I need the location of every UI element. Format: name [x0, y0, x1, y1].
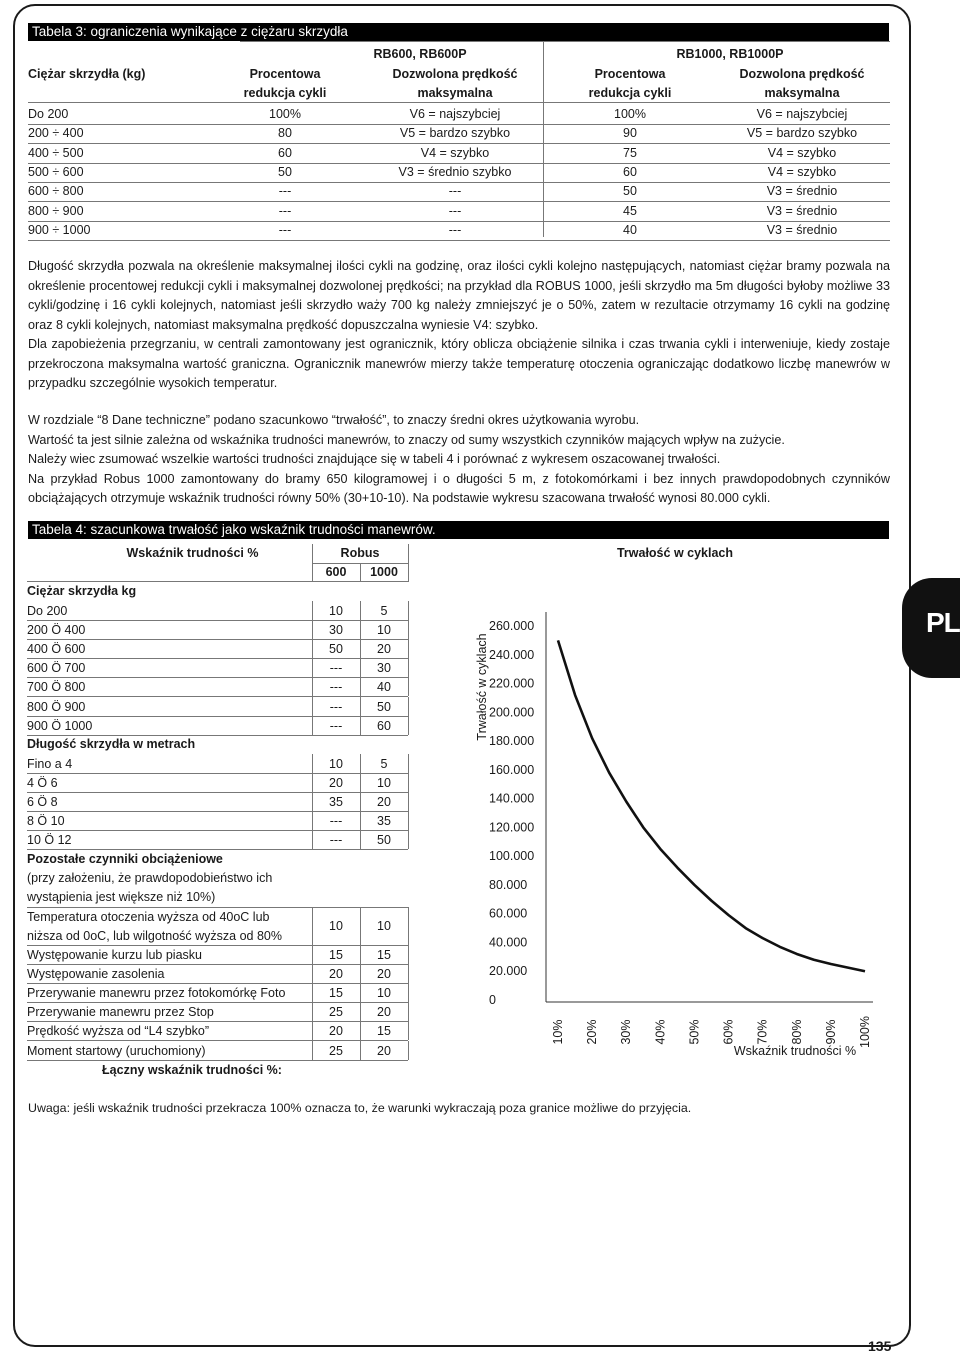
chart-axes [546, 612, 873, 1002]
table3-cell: V3 = średnio [766, 203, 838, 218]
chart-x-tick-label: 80% [789, 1019, 804, 1045]
table3-cell: Do 200 [28, 107, 69, 121]
chart-y-tick-label: 220.000 [489, 676, 535, 691]
table4-weight-cell: 800 Ö 900 [27, 699, 86, 714]
text1-paragraph-1: Długość skrzydła pozwala na określenie maksymalnej ilości cykli na godzinę, oraz ilości cykli kolejno następujących, natomiast ciężar bramy pozwala na określenie procentowej redukcji cykli i maksymalnej dozwolonej prędkości; na przykład dla ROBUS 1000, jeśli skrzydło ma 5m długości byłoby możliwe 33 cykli/godzinę i 16 cykli kolejnych, natomiast jeśli skrzydło waży 700 kg należy zmniejszyć je o 50%, zatem w rezultacie otrzymamy 16 cykli na godzinę oraz 8 cykli kolejnych, natomiast maksymalna prędkość dopuszczalna wyniesie V4: szybko. [28, 259, 890, 332]
table4-other-cell: Występowanie zasolenia [27, 967, 165, 982]
table4-other-cell: Prędkość wyższa od “L4 szybko” [27, 1024, 210, 1039]
table3-col-red-2b: redukcja cykli [588, 86, 672, 100]
text2-paragraph-1: W rozdziale “8 Dane techniczne” podano szacunkowo “trwałość”, to znaczy średni okres użytkowania wyrobu. [28, 413, 640, 427]
table4-head-index: Wskaźnik trudności % [126, 546, 259, 560]
chart-x-tick-label: 30% [619, 1019, 634, 1045]
chart-y-tick-label: 200.000 [489, 705, 535, 720]
table3-cell: 500 ÷ 600 [28, 164, 84, 179]
table4-other-cell: 25 [329, 1043, 343, 1058]
chart-y-tick-label: 120.000 [489, 820, 535, 835]
table4-length-cell: 10 [329, 757, 343, 771]
table3-cell: 100% [614, 107, 646, 121]
table4-total-label: Łączny wskaźnik trudności %: [102, 1063, 282, 1077]
table4-weight-cell: 700 Ö 800 [27, 680, 86, 695]
table4-weight-cell: 400 Ö 600 [27, 642, 86, 657]
table3-row-divider [28, 201, 890, 202]
table4-section-other: Pozostałe czynniki obciążeniowe [27, 852, 223, 866]
language-tab-label: PL [926, 607, 960, 638]
table3-cell: 60 [278, 145, 292, 160]
table3-cell: V4 = szybko [767, 164, 837, 179]
chart-x-tick-label: 20% [585, 1019, 600, 1045]
table3-col-speed-1b: maksymalna [417, 86, 493, 100]
table4-weight-cell: 50 [329, 642, 343, 657]
table4-length-cell: 20 [377, 795, 391, 810]
chart-x-tick-label: 100% [858, 1016, 872, 1048]
chart-x-tick-label: 50% [687, 1019, 702, 1045]
table3-cell: 45 [623, 203, 637, 218]
chart-y-tick-label: 140.000 [489, 791, 535, 806]
table3-cell: V4 = szybko [767, 145, 837, 160]
text1-paragraph-2: Dla zapobieżenia przegrzaniu, w centrali zamontowany jest ogranicznik, który oblicza obciążenie silnika i czas trwania cykli i interweniuje, kiedy zostaje przekroczona maksymalna wartość graniczna. Ogranicznik manewrów mierzy także temperaturę otoczenia ograniczając dodatkowo liczbę manewrów w przypadku szczególnie wysokich temperatur. [28, 337, 890, 390]
chart-y-ticks [489, 619, 534, 1007]
table3-cell: V5 = bardzo szybko [399, 126, 511, 141]
table3-cell: 50 [623, 184, 637, 199]
footnote: Uwaga: jeśli wskaźnik trudności przekracza 100% oznacza to, że warunki wykraczają poza granice możliwe do przyjęcia. [28, 1101, 692, 1115]
table4-weight-cell: Do 200 [27, 604, 68, 618]
table3-cell: 50 [278, 164, 292, 179]
table4-weight-cell: 10 [329, 604, 343, 618]
chart-series [558, 640, 865, 971]
table4-other-cell: Występowanie kurzu lub piasku [27, 948, 202, 962]
table4-length-cell: 5 [380, 757, 388, 771]
page-number: 135 [868, 1338, 892, 1354]
chart-title: Trwałość w cyklach [616, 546, 734, 560]
table4-other-cell: 15 [329, 948, 343, 962]
table3-row-divider [28, 124, 890, 125]
table4-length-cell: 10 Ö 12 [27, 833, 72, 848]
table3-row-divider [28, 221, 890, 222]
table3-cell: 60 [623, 164, 637, 179]
chart-x-tick-label: 40% [653, 1019, 668, 1045]
table4-other-cell: 15 [329, 986, 343, 1001]
table4-length-cell: --- [329, 833, 343, 848]
table3-col-red-1b: redukcja cykli [243, 86, 327, 100]
table4-length-cell: 35 [329, 795, 343, 810]
chart-y-tick-label: 40.000 [489, 935, 528, 950]
table3-cell: 400 ÷ 500 [28, 145, 84, 160]
chart-y-tick-label: 180.000 [489, 734, 535, 749]
table3-title: Tabela 3: ograniczenia wynikające z ciężaru skrzydła [28, 23, 889, 41]
table3-cell: V5 = bardzo szybko [746, 126, 858, 141]
table3-cell: V6 = najszybciej [756, 107, 848, 121]
table4-head-1000: 1000 [370, 565, 398, 579]
table4-section-weight: Ciężar skrzydła kg [27, 584, 137, 598]
table3-cell: --- [448, 184, 462, 199]
table3-cell: 40 [623, 222, 637, 237]
table4-weight-cell: 30 [377, 661, 391, 676]
table4-weight-cell: 20 [377, 642, 391, 657]
table3-cell: --- [278, 184, 292, 199]
table3-cell: --- [278, 203, 292, 218]
table4-other-cell: 10 [377, 986, 391, 1001]
table4-length-cell: 10 [377, 776, 391, 791]
table4-weight-cell: 50 [377, 699, 391, 714]
table3-cell: --- [448, 222, 462, 237]
table3-cell: --- [278, 222, 292, 237]
table4-length-cell: 4 Ö 6 [27, 776, 58, 791]
table4-length-cell: 8 Ö 10 [27, 814, 65, 829]
table4-weight-cell: 10 [377, 623, 391, 638]
chart-x-tick-label: 90% [823, 1019, 838, 1045]
chart-series-line [558, 640, 865, 971]
table3-col-red-1a: Procentowa [249, 67, 321, 81]
table3-col-speed-2b: maksymalna [764, 86, 840, 100]
text2-paragraph-3: Należy wiec zsumować wszelkie wartości trudności znajdujące się w tabeli 4 i porównać z wykresem oszacowanej trwałości. [28, 452, 721, 466]
table3-cell: V3 = średnio [766, 222, 838, 237]
table4-weight-cell: --- [329, 699, 343, 714]
table3-row-divider [28, 143, 890, 144]
chart-x-tick-label: 10% [551, 1019, 565, 1045]
table4-weight-cell: 600 Ö 700 [27, 661, 86, 676]
table4-other-cell: Przerywanie manewru przez Stop [27, 1005, 214, 1020]
chart-y-tick-label: 80.000 [489, 877, 528, 892]
chart-y-tick-label: 100.000 [489, 849, 535, 864]
durability-chart [440, 600, 880, 1070]
table4-length-cell: 20 [329, 776, 343, 791]
table4-length-cell: 50 [377, 833, 391, 848]
text2-paragraph-2: Wartość ta jest silnie zależna od wskaźnika trudności manewrów, to znaczy od sumy wszystkich czynników mających wpływ na zużycie. [28, 432, 785, 447]
table4-weight-cell: --- [329, 718, 343, 733]
table4-other-cell: 20 [329, 967, 343, 982]
text-block-2 [28, 411, 890, 509]
table3-cell: V3 = średnio szybko [398, 164, 512, 179]
table4-other-note-1: (przy założeniu, że prawdopodobieństwo ich [27, 871, 273, 885]
table3-cell: 100% [269, 107, 301, 121]
table4-weight-cell: --- [329, 680, 343, 695]
table4-other-cell: 25 [329, 1005, 343, 1020]
chart-x-tick-label: 60% [721, 1019, 736, 1045]
table4-weight-cell: 5 [380, 604, 388, 618]
table4-other-cell: 20 [377, 1005, 391, 1020]
table3-cell: V3 = średnio [766, 184, 838, 199]
table3-cell: 90 [623, 126, 637, 141]
table3-col-speed-1a: Dozwolona prędkość [392, 67, 518, 81]
table4-weight-cell: 900 Ö 1000 [27, 718, 93, 733]
table3-col-red-2a: Procentowa [594, 67, 666, 81]
table4-temp-1000: 10 [377, 919, 391, 933]
chart-y-axis-label: Trwałość w cyklach [475, 633, 489, 741]
table4-weight-cell: 30 [329, 623, 343, 638]
table4-title: Tabela 4: szacunkowa trwałość jako wskaźnik trudności manewrów. [28, 521, 889, 539]
chart-y-tick-label: 20.000 [489, 964, 528, 979]
table4-other-note-2: wystąpienia jest większe niż 10%) [27, 890, 216, 904]
table4-weight-cell: 60 [377, 718, 391, 733]
table4-length-cell: --- [329, 814, 343, 829]
table3-row-divider [28, 163, 890, 164]
table4-temp-1: Temperatura otoczenia wyższa od 40oC lub [27, 910, 270, 924]
table3-row-divider [28, 182, 890, 183]
chart-x-tick-label: 70% [755, 1019, 770, 1045]
table3-cell: 900 ÷ 1000 [28, 222, 91, 237]
chart-y-tick-label: 240.000 [489, 647, 535, 662]
table3-cell: 80 [278, 126, 292, 141]
chart-y-tick-label: 0 [489, 993, 496, 1007]
table4-weight-cell: --- [329, 661, 343, 676]
table4-length-cell: 6 Ö 8 [27, 795, 58, 810]
table4-temp-2: niższa od 0oC, lub wilgotność wyższa od 80% [27, 929, 282, 943]
table4-other-cell: 20 [377, 967, 391, 982]
table3-cell: --- [448, 203, 462, 218]
chart-y-tick-label: 60.000 [489, 906, 528, 921]
table3-cell: V4 = szybko [420, 145, 490, 160]
table4-other-cell: Przerywanie manewru przez fotokomórkę Foto [27, 986, 286, 1001]
table4-other-cell: 20 [377, 1043, 391, 1058]
text2-paragraph-4: Na przykład Robus 1000 zamontowany do bramy 650 kilogramowej i o długości 5 m, z fotokomórkami i bez innych prawdopodobnych czynników obciążających otrzymuje wskaźnik trudności równy 50% (30+10-10). Na podstawie wykresu szacowana trwałość wynosi 80.000 cykli. [28, 471, 890, 505]
table3-cell: 75 [623, 145, 637, 160]
table4-length-cell: 35 [377, 814, 391, 829]
table3-row-divider [28, 240, 890, 241]
table4-other-cell: 15 [377, 948, 391, 962]
table4-weight-cell: 200 Ö 400 [27, 623, 86, 638]
table3-col-speed-2a: Dozwolona prędkość [739, 67, 865, 81]
chart-y-tick-label: 260.000 [489, 619, 535, 633]
table4-head-600: 600 [325, 565, 347, 579]
table3-col-weight: Ciężar skrzydła (kg) [28, 67, 146, 81]
chart-x-axis-label: Wskaźnik trudności % [733, 1044, 857, 1058]
table4-other-cell: Moment startowy (uruchomiony) [27, 1043, 206, 1058]
table4-temp-600: 10 [329, 919, 343, 933]
table4-section-length: Długość skrzydła w metrach [27, 737, 196, 751]
table4-other-cell: 20 [329, 1024, 343, 1039]
chart-y-tick-label: 160.000 [489, 762, 535, 777]
table3-cell: 200 ÷ 400 [28, 126, 84, 141]
text-block-1 [28, 257, 890, 394]
table3-group2: RB1000, RB1000P [676, 47, 784, 61]
language-tab [902, 578, 960, 678]
table3-cell: V6 = najszybciej [409, 107, 501, 121]
table4-weight-cell: 40 [377, 680, 391, 695]
table3-group1: RB600, RB600P [373, 47, 467, 61]
table4-length-cell: Fino a 4 [27, 757, 73, 771]
table3-cell: 800 ÷ 900 [28, 203, 84, 218]
table3-cell: 600 ÷ 800 [28, 184, 84, 199]
table4-other-cell: 15 [377, 1024, 391, 1039]
table4-head-robus: Robus [340, 546, 380, 560]
